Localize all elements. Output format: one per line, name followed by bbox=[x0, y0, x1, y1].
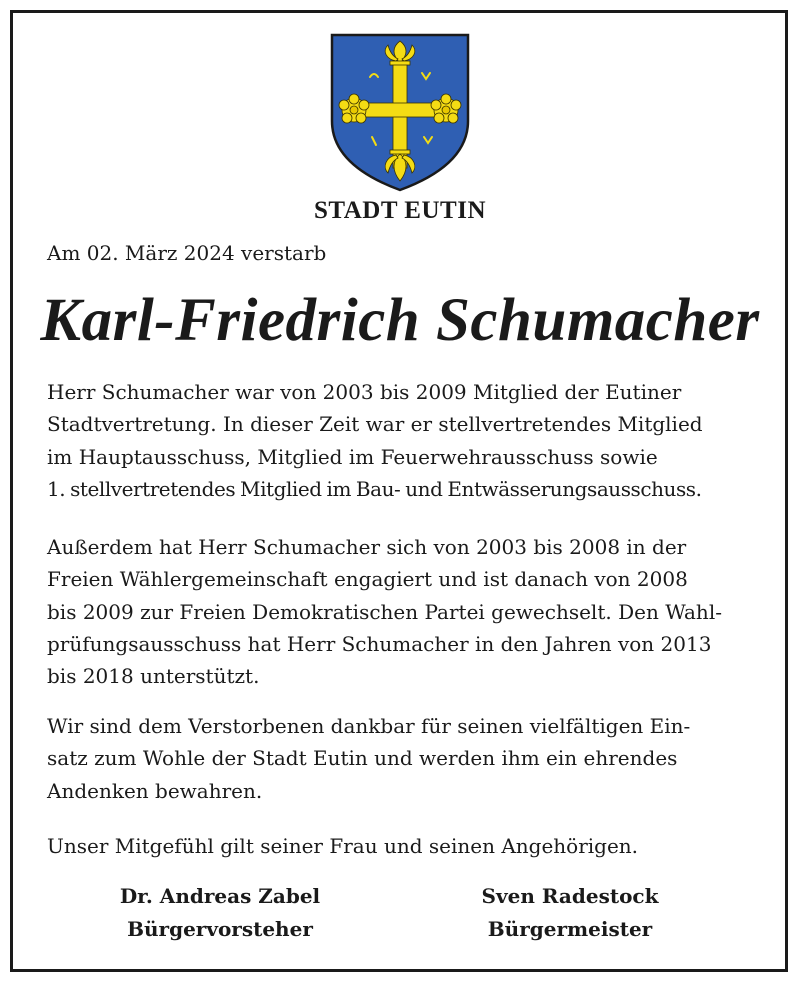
paragraph-politics bbox=[47, 531, 757, 692]
paragraph-service bbox=[47, 376, 757, 505]
paragraph-condolence bbox=[47, 830, 757, 862]
paragraph-gratitude bbox=[47, 710, 757, 807]
text-line: Unser Mitgefühl gilt seiner Frau und seinen Angehörigen. bbox=[47, 834, 639, 858]
text-line: bis 2009 zur Freien Demokratischen Partei gewechselt. Den Wahl- bbox=[47, 599, 722, 624]
signatory-left bbox=[90, 880, 350, 945]
text-line: prüfungsausschuss hat Herr Schumacher in den Jahren von 2013 bbox=[47, 631, 712, 656]
text-line: Wir sind dem Verstorbenen dankbar für seinen vielfältigen Ein- bbox=[47, 714, 691, 738]
text-line: im Hauptausschuss, Mitglied im Feuerwehrausschuss sowie bbox=[47, 444, 658, 469]
text-line: satz zum Wohle der Stadt Eutin und werden ihm ein ehrendes bbox=[47, 746, 678, 771]
text-line: Stadtvertretung. In dieser Zeit war er stellvertretendes Mitglied bbox=[47, 412, 703, 437]
intro-line: Am 02. März 2024 verstarb bbox=[47, 241, 327, 265]
signatory-name: Dr. Andreas Zabel bbox=[119, 884, 321, 908]
signatory-right bbox=[440, 880, 700, 945]
signatory-title: Bürgermeister bbox=[487, 916, 653, 941]
text-line: 1. stellvertretendes Mitglied im Bau- und Entwässerungsausschuss. bbox=[47, 476, 702, 501]
eutin-coat-of-arms-icon bbox=[330, 33, 470, 193]
text-line: Herr Schumacher war von 2003 bis 2009 Mitglied der Eutiner bbox=[47, 380, 682, 404]
text-line: Freien Wählergemeinschaft engagiert und ist danach von 2008 bbox=[47, 567, 688, 592]
text-line: Außerdem hat Herr Schumacher sich von 2003 bis 2008 in der bbox=[47, 535, 687, 559]
town-name: STADT EUTIN bbox=[314, 197, 486, 224]
signatory-title: Bürgervorsteher bbox=[127, 916, 313, 941]
text-line: Andenken bewahren. bbox=[47, 778, 263, 803]
deceased-name: Karl-Friedrich Schumacher bbox=[40, 287, 760, 354]
text-line: bis 2018 unterstützt. bbox=[47, 664, 260, 689]
signatory-name: Sven Radestock bbox=[481, 884, 659, 908]
